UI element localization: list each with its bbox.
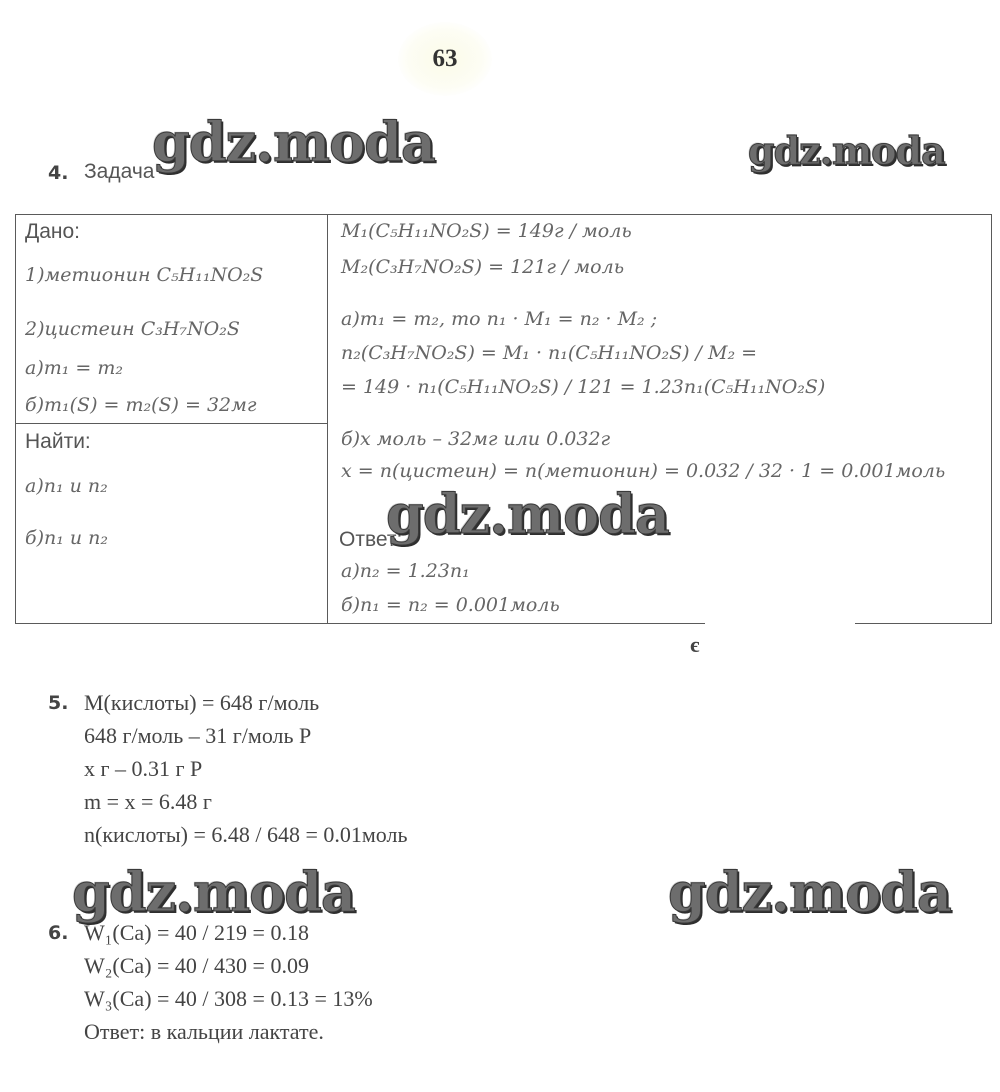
watermark: gdz.moda bbox=[668, 860, 951, 924]
task6-line: W₃(Ca) = 40 / 308 = 0.13 = 13% bbox=[84, 986, 373, 1011]
solution-line: = 149 · n₁(C₅H₁₁NO₂S) / 121 = 1.23n₁(C₅H₁₁NO₂S) bbox=[341, 376, 826, 398]
given-item: а)m₁ = m₂ bbox=[25, 357, 124, 379]
task5-line: x г – 0.31 г P bbox=[84, 756, 203, 781]
find-label: Найти: bbox=[25, 430, 91, 453]
task5-line: 648 г/моль – 31 г/моль P bbox=[84, 723, 312, 748]
answer-label: Ответ: bbox=[339, 528, 403, 551]
table-border-right bbox=[991, 214, 992, 624]
watermark: gdz.moda bbox=[748, 128, 945, 173]
page-number-text: 63 bbox=[432, 45, 458, 72]
page-number bbox=[398, 22, 492, 96]
given-item: 2)цистеин C₃H₇NO₂S bbox=[25, 318, 240, 340]
given-label: Дано: bbox=[25, 220, 81, 243]
given-item: б)m₁(S) = m₂(S) = 32мг bbox=[25, 394, 257, 416]
task-number: 4. bbox=[48, 162, 69, 184]
table-border-bottom-right bbox=[855, 623, 992, 624]
task-number: 5. bbox=[48, 692, 69, 714]
watermark: gdz.moda bbox=[72, 860, 355, 924]
table-border-bottom bbox=[15, 623, 705, 624]
solution-line: x = n(цистеин) = n(метионин) = 0.032 / 32 · 1 = 0.001моль bbox=[341, 460, 946, 482]
task-number: 6. bbox=[48, 922, 69, 944]
task-table bbox=[15, 214, 992, 624]
solution-line: n₂(C₃H₇NO₂S) = M₁ · n₁(C₅H₁₁NO₂S) / M₂ = bbox=[341, 342, 758, 364]
task5-line: m = x = 6.48 г bbox=[84, 789, 212, 814]
task6-line: W₂(Ca) = 40 / 430 = 0.09 bbox=[84, 953, 309, 978]
answer-line: а)n₂ = 1.23n₁ bbox=[341, 560, 470, 582]
task6-line: Ответ: в кальции лактате. bbox=[84, 1019, 324, 1044]
solution-line: M₁(C₅H₁₁NO₂S) = 149г / моль bbox=[341, 220, 632, 242]
task-title: Задача bbox=[84, 160, 155, 183]
table-divider-horizontal bbox=[15, 423, 328, 424]
watermark: gdz.moda bbox=[152, 110, 435, 174]
solution-line: а)m₁ = m₂, то n₁ · M₁ = n₂ · M₂ ; bbox=[341, 308, 658, 330]
stray-mark: є bbox=[690, 632, 700, 657]
table-divider-vertical bbox=[327, 214, 328, 624]
table-border-top bbox=[15, 214, 992, 215]
find-item: б)n₁ и n₂ bbox=[25, 527, 109, 549]
given-item: 1)метионин C₅H₁₁NO₂S bbox=[25, 264, 264, 286]
watermark: gdz.moda bbox=[386, 482, 669, 546]
task6-line: W₁(Ca) = 40 / 219 = 0.18 bbox=[84, 920, 309, 945]
task5-line: n(кислоты) = 6.48 / 648 = 0.01моль bbox=[84, 822, 408, 847]
solution-line: M₂(C₃H₇NO₂S) = 121г / моль bbox=[341, 256, 625, 278]
task5-line: M(кислоты) = 648 г/моль bbox=[84, 690, 320, 715]
answer-line: б)n₁ = n₂ = 0.001моль bbox=[341, 594, 560, 616]
table-border-left bbox=[15, 214, 16, 624]
find-item: а)n₁ и n₂ bbox=[25, 475, 108, 497]
solution-line: б)x моль – 32мг или 0.032г bbox=[341, 428, 611, 450]
